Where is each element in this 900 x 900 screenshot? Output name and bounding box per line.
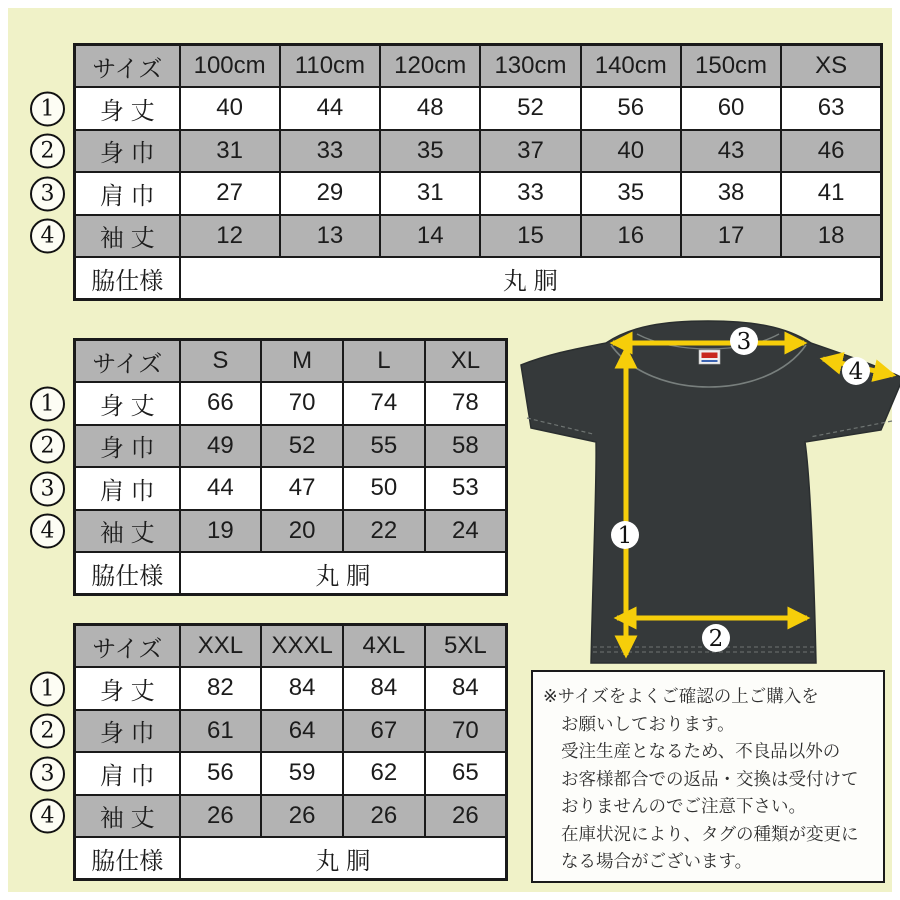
measure-marker-3	[730, 327, 758, 355]
size-value-cell: 17	[681, 215, 781, 258]
row-marker-3: 3	[30, 756, 65, 791]
size-value-cell: 18	[781, 215, 881, 258]
size-table-big	[40, 623, 508, 881]
size-value-cell: 26	[343, 795, 425, 838]
size-value-cell: 52	[261, 425, 343, 468]
row-marker-1: 1	[30, 91, 65, 126]
size-value-cell: 44	[280, 87, 380, 130]
size-value-cell: 84	[425, 667, 507, 710]
measure-marker-2	[702, 624, 730, 652]
size-value-cell: 53	[425, 467, 507, 510]
row-label: 身 巾	[75, 710, 180, 753]
column-header: 5XL	[425, 625, 507, 668]
column-header: 100cm	[180, 45, 280, 88]
note-line: お願いしております。	[561, 713, 735, 734]
svg-text:3: 3	[736, 329, 752, 355]
size-value-cell: 40	[581, 130, 681, 173]
size-value-cell: 19	[180, 510, 262, 553]
row-label: 肩 巾	[75, 752, 180, 795]
row-label: 袖 丈	[75, 795, 180, 838]
size-value-cell: 82	[180, 667, 262, 710]
size-value-cell: 26	[180, 795, 262, 838]
footer-label: 脇仕様	[75, 257, 180, 300]
row-marker-2: 2	[30, 134, 65, 169]
row-label: 身 巾	[75, 130, 180, 173]
column-header: XS	[781, 45, 881, 88]
note-line: なる場合がございます。	[561, 851, 753, 871]
purchase-note	[531, 670, 885, 883]
size-value-cell: 62	[343, 752, 425, 795]
size-table-adult	[40, 338, 508, 596]
size-value-cell: 63	[781, 87, 881, 130]
size-value-cell: 46	[781, 130, 881, 173]
size-table-kids	[40, 43, 883, 301]
page-background	[8, 8, 892, 892]
size-value-cell: 38	[681, 172, 781, 215]
size-value-cell: 35	[581, 172, 681, 215]
size-value-cell: 70	[425, 710, 507, 753]
row-marker-4: 4	[30, 514, 65, 549]
size-value-cell: 67	[343, 710, 425, 753]
size-value-cell: 31	[180, 130, 280, 173]
size-value-cell: 27	[180, 172, 280, 215]
column-header: XXXL	[261, 625, 343, 668]
measure-marker-1	[611, 521, 639, 549]
row-label: 肩 巾	[75, 467, 180, 510]
svg-text:1: 1	[617, 523, 633, 549]
size-value-cell: 56	[180, 752, 262, 795]
size-table-grid	[73, 338, 508, 596]
size-value-cell: 16	[581, 215, 681, 258]
size-value-cell: 84	[343, 667, 425, 710]
brand-tag-icon	[699, 350, 720, 364]
size-value-cell: 33	[280, 130, 380, 173]
size-value-cell: 20	[261, 510, 343, 553]
size-value-cell: 13	[280, 215, 380, 258]
size-header: サイズ	[75, 340, 180, 383]
column-header: 4XL	[343, 625, 425, 668]
svg-text:2: 2	[708, 626, 724, 652]
column-header: XXL	[180, 625, 262, 668]
size-value-cell: 65	[425, 752, 507, 795]
size-value-cell: 48	[380, 87, 480, 130]
size-value-cell: 64	[261, 710, 343, 753]
size-value-cell: 56	[581, 87, 681, 130]
footer-value: 丸 胴	[180, 257, 882, 300]
column-header: 140cm	[581, 45, 681, 88]
row-label: 身 丈	[75, 382, 180, 425]
size-value-cell: 43	[681, 130, 781, 173]
row-marker-3: 3	[30, 471, 65, 506]
size-value-cell: 44	[180, 467, 262, 510]
size-value-cell: 59	[261, 752, 343, 795]
row-label: 肩 巾	[75, 172, 180, 215]
size-value-cell: 60	[681, 87, 781, 130]
size-value-cell: 24	[425, 510, 507, 553]
footer-label: 脇仕様	[75, 837, 180, 880]
size-value-cell: 14	[380, 215, 480, 258]
size-value-cell: 70	[261, 382, 343, 425]
note-line: ※サイズをよくご確認の上ご購入を	[543, 686, 819, 706]
row-marker-3: 3	[30, 176, 65, 211]
row-marker-2: 2	[30, 714, 65, 749]
row-label: 身 丈	[75, 667, 180, 710]
row-marker-1: 1	[30, 671, 65, 706]
size-value-cell: 78	[425, 382, 507, 425]
size-value-cell: 84	[261, 667, 343, 710]
tshirt-measurement-diagram	[513, 311, 900, 673]
size-value-cell: 26	[261, 795, 343, 838]
row-label: 身 巾	[75, 425, 180, 468]
row-label: 身 丈	[75, 87, 180, 130]
row-marker-4: 4	[30, 219, 65, 254]
column-header: 110cm	[280, 45, 380, 88]
footer-label: 脇仕様	[75, 552, 180, 595]
column-header: 120cm	[380, 45, 480, 88]
size-header: サイズ	[75, 625, 180, 668]
footer-value: 丸 胴	[180, 552, 507, 595]
size-value-cell: 55	[343, 425, 425, 468]
column-header: XL	[425, 340, 507, 383]
size-header: サイズ	[75, 45, 180, 88]
size-value-cell: 47	[261, 467, 343, 510]
size-table-grid	[73, 43, 883, 301]
size-value-cell: 26	[425, 795, 507, 838]
footer-value: 丸 胴	[180, 837, 507, 880]
svg-text:4: 4	[848, 359, 864, 385]
column-header: S	[180, 340, 262, 383]
note-line: 受注生産となるため、不良品以外の	[561, 741, 841, 761]
row-label: 袖 丈	[75, 215, 180, 258]
size-value-cell: 12	[180, 215, 280, 258]
size-value-cell: 40	[180, 87, 280, 130]
row-marker-2: 2	[30, 429, 65, 464]
size-value-cell: 50	[343, 467, 425, 510]
size-value-cell: 22	[343, 510, 425, 553]
size-value-cell: 61	[180, 710, 262, 753]
size-value-cell: 29	[280, 172, 380, 215]
note-line: お客様都合での返品・交換は受付けて	[561, 768, 859, 789]
row-marker-4: 4	[30, 799, 65, 834]
column-header: M	[261, 340, 343, 383]
column-header: L	[343, 340, 425, 383]
size-value-cell: 74	[343, 382, 425, 425]
column-header: 130cm	[480, 45, 580, 88]
size-value-cell: 41	[781, 172, 881, 215]
row-marker-1: 1	[30, 386, 65, 421]
size-value-cell: 52	[480, 87, 580, 130]
column-header: 150cm	[681, 45, 781, 88]
size-table-grid	[73, 623, 508, 881]
size-value-cell: 35	[380, 130, 480, 173]
note-line: 在庫状況により、タグの種類が変更に	[561, 823, 859, 844]
note-line: おりませんのでご注意下さい。	[561, 796, 806, 816]
size-value-cell: 49	[180, 425, 262, 468]
size-value-cell: 58	[425, 425, 507, 468]
size-value-cell: 15	[480, 215, 580, 258]
row-label: 袖 丈	[75, 510, 180, 553]
size-value-cell: 37	[480, 130, 580, 173]
size-value-cell: 31	[380, 172, 480, 215]
size-value-cell: 33	[480, 172, 580, 215]
size-value-cell: 66	[180, 382, 262, 425]
measure-marker-4	[842, 357, 870, 385]
